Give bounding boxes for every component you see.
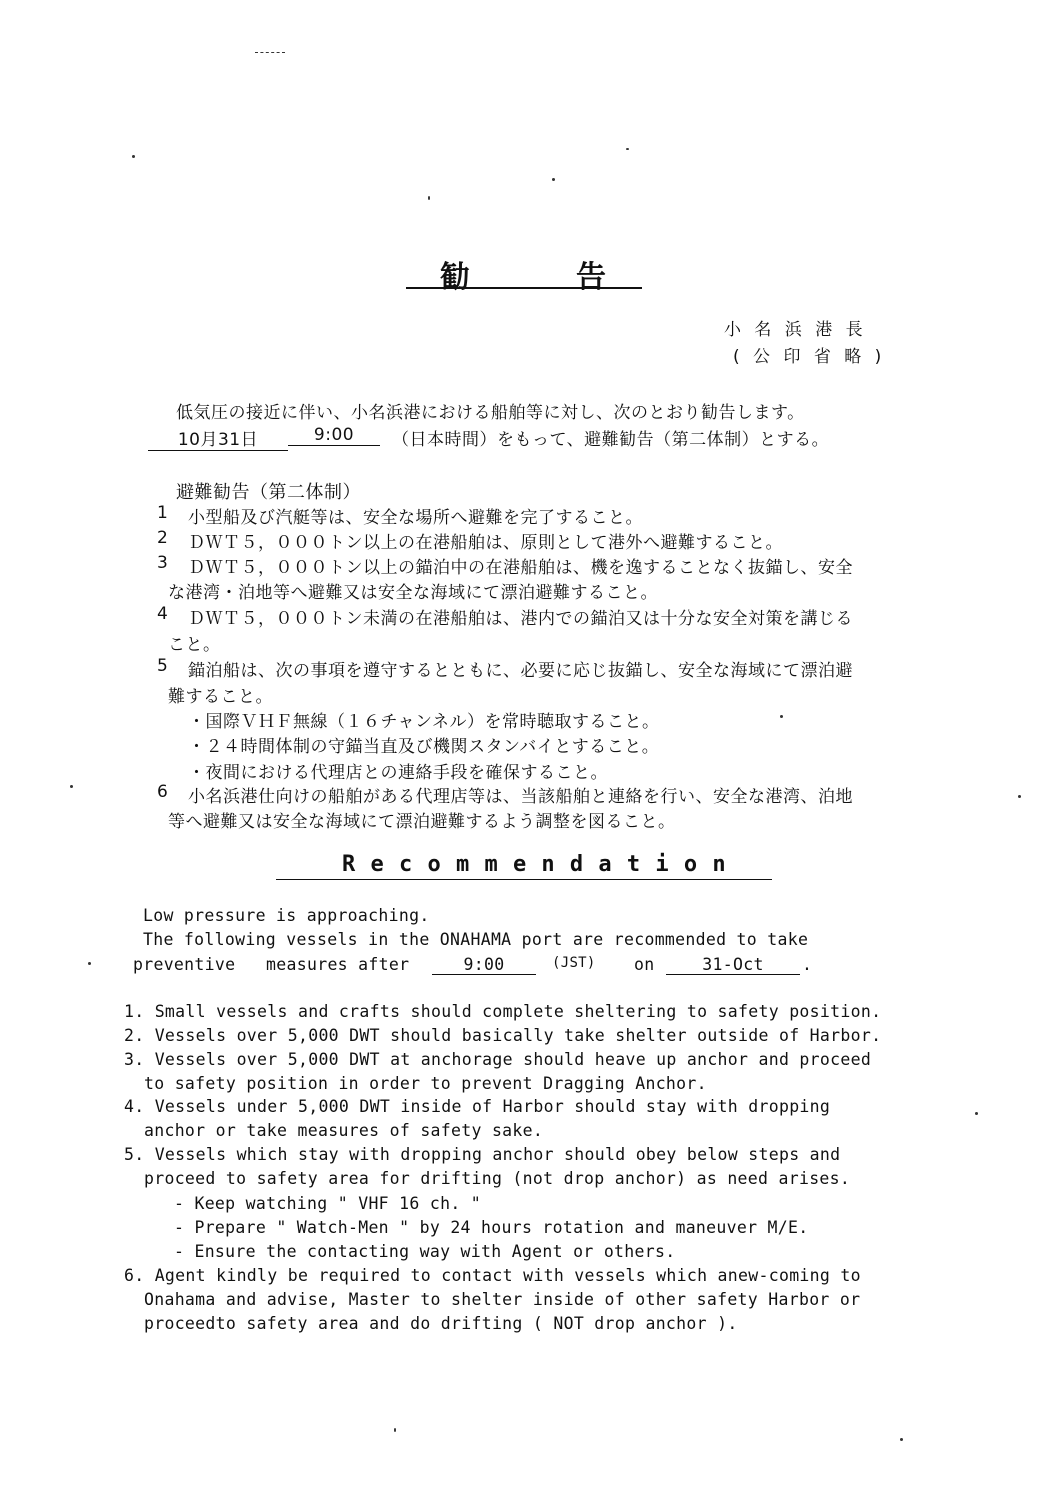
jp-item-text-cont: 等へ避難又は安全な海域にて漂泊避難するよう調整を図ること。	[168, 812, 676, 832]
en-subitem: - Prepare " Watch-Men " by 24 hours rotation and maneuver M/E.	[174, 1218, 809, 1237]
jp-item-text: ＤＷＴ５，０００トン以上の在港船舶は、原則として港外へ避難すること。	[188, 533, 783, 553]
jp-item-text-cont: 難すること。	[168, 687, 273, 707]
scan-speck	[552, 178, 555, 181]
en-title: R e c o m m e n d a t i o n	[342, 852, 727, 877]
jp-effective-text: （日本時間）をもって、避難勧告（第二体制）とする。	[392, 430, 830, 450]
issuer-name: 小 名 浜 港 長	[724, 320, 867, 340]
en-period: .	[802, 955, 813, 974]
jp-intro: 低気圧の接近に伴い、小名浜港における船舶等に対し、次のとおり勧告します。	[176, 403, 805, 423]
jp-item-num: 5	[157, 656, 169, 676]
jp-subitem: ・２４時間体制の守錨当直及び機関スタンバイとすること。	[188, 737, 660, 757]
scan-speck	[132, 155, 135, 158]
jp-title-char-2: 告	[576, 260, 608, 295]
jp-item-text: 小型船及び汽艇等は、安全な場所へ避難を完了すること。	[188, 508, 643, 528]
scan-speck	[780, 715, 783, 718]
scan-speck	[394, 1428, 396, 1432]
scan-speck	[975, 1112, 978, 1115]
jp-item-num: 1	[157, 503, 169, 523]
en-item-cont: anchor or take measures of safety sake.	[144, 1121, 544, 1140]
en-intro-line: The following vessels in the ONAHAMA port are recommended to take	[143, 930, 809, 949]
en-item: 3. Vessels over 5,000 DWT at anchorage should heave up anchor and proceed	[124, 1050, 872, 1069]
scan-speck	[626, 148, 629, 150]
jp-item-text-cont: こと。	[168, 635, 221, 655]
jp-item-text: ＤＷＴ５，０００トン未満の在港船舶は、港内での錨泊又は十分な安全対策を講じる	[188, 609, 853, 629]
jp-item-text: ＤＷＴ５，０００トン以上の錨泊中の在港船舶は、機を逸することなく抜錨し、安全	[188, 558, 853, 578]
en-on: on	[634, 955, 655, 974]
jp-time: 9:00	[288, 425, 380, 446]
jp-title-underline	[406, 287, 642, 289]
en-intro-line: Low pressure is approaching.	[143, 906, 430, 925]
scan-speck	[1018, 795, 1021, 798]
jp-subitem: ・夜間における代理店との連絡手段を確保すること。	[188, 763, 608, 783]
en-item: 1. Small vessels and crafts should complete sheltering to safety position.	[124, 1002, 882, 1021]
scan-speck	[428, 196, 430, 200]
en-title-underline	[276, 879, 772, 880]
en-subitem: - Ensure the contacting way with Agent or others.	[174, 1242, 676, 1261]
en-item: 2. Vessels over 5,000 DWT should basically take shelter outside of Harbor.	[124, 1026, 882, 1045]
en-item-cont: proceed to safety area for drifting (not drop anchor) as need arises.	[144, 1169, 851, 1188]
scan-speck	[88, 962, 91, 965]
scan-dash	[255, 52, 285, 53]
jp-title-char-1: 勧	[440, 260, 472, 295]
en-time: 9:00	[432, 955, 536, 975]
en-subitem: - Keep watching " VHF 16 ch. "	[174, 1194, 482, 1213]
jp-section-title: 避難勧告（第二体制）	[176, 482, 361, 503]
scan-speck	[900, 1438, 903, 1441]
en-item-cont: proceedto safety area and do drifting ( NOT drop anchor ).	[144, 1314, 738, 1333]
jp-item-text: 小名浜港仕向けの船舶がある代理店等は、当該船舶と連絡を行い、安全な港湾、泊地	[188, 787, 853, 807]
en-item-cont: Onahama and advise, Master to shelter inside of other safety Harbor or	[144, 1290, 861, 1309]
en-timezone: (JST)	[552, 955, 596, 971]
jp-item-text: 錨泊船は、次の事項を遵守するとともに、必要に応じ抜錨し、安全な海域にて漂泊避	[188, 661, 853, 681]
en-intro-line: preventive measures after	[133, 955, 410, 974]
jp-date: 10月31日	[148, 425, 288, 451]
en-item: 6. Agent kindly be required to contact with vessels which anew-coming to	[124, 1266, 861, 1285]
en-item-cont: to safety position in order to prevent Dragging Anchor.	[144, 1074, 707, 1093]
jp-item-num: 4	[157, 604, 169, 624]
jp-subitem: ・国際ＶＨＦ無線（１６チャンネル）を常時聴取すること。	[188, 712, 660, 732]
en-item: 5. Vessels which stay with dropping anchor should obey below steps and	[124, 1145, 841, 1164]
jp-item-num: 2	[157, 528, 169, 548]
jp-item-num: 3	[157, 553, 169, 573]
jp-item-text-cont: な港湾・泊地等へ避難又は安全な海域にて漂泊避難すること。	[168, 583, 658, 603]
seal-omitted-note: ( 公 印 省 略 )	[733, 347, 886, 367]
jp-item-num: 6	[157, 782, 169, 802]
scan-speck	[70, 785, 73, 788]
en-date: 31-Oct	[666, 955, 800, 975]
en-item: 4. Vessels under 5,000 DWT inside of Harbor should stay with dropping	[124, 1097, 831, 1116]
